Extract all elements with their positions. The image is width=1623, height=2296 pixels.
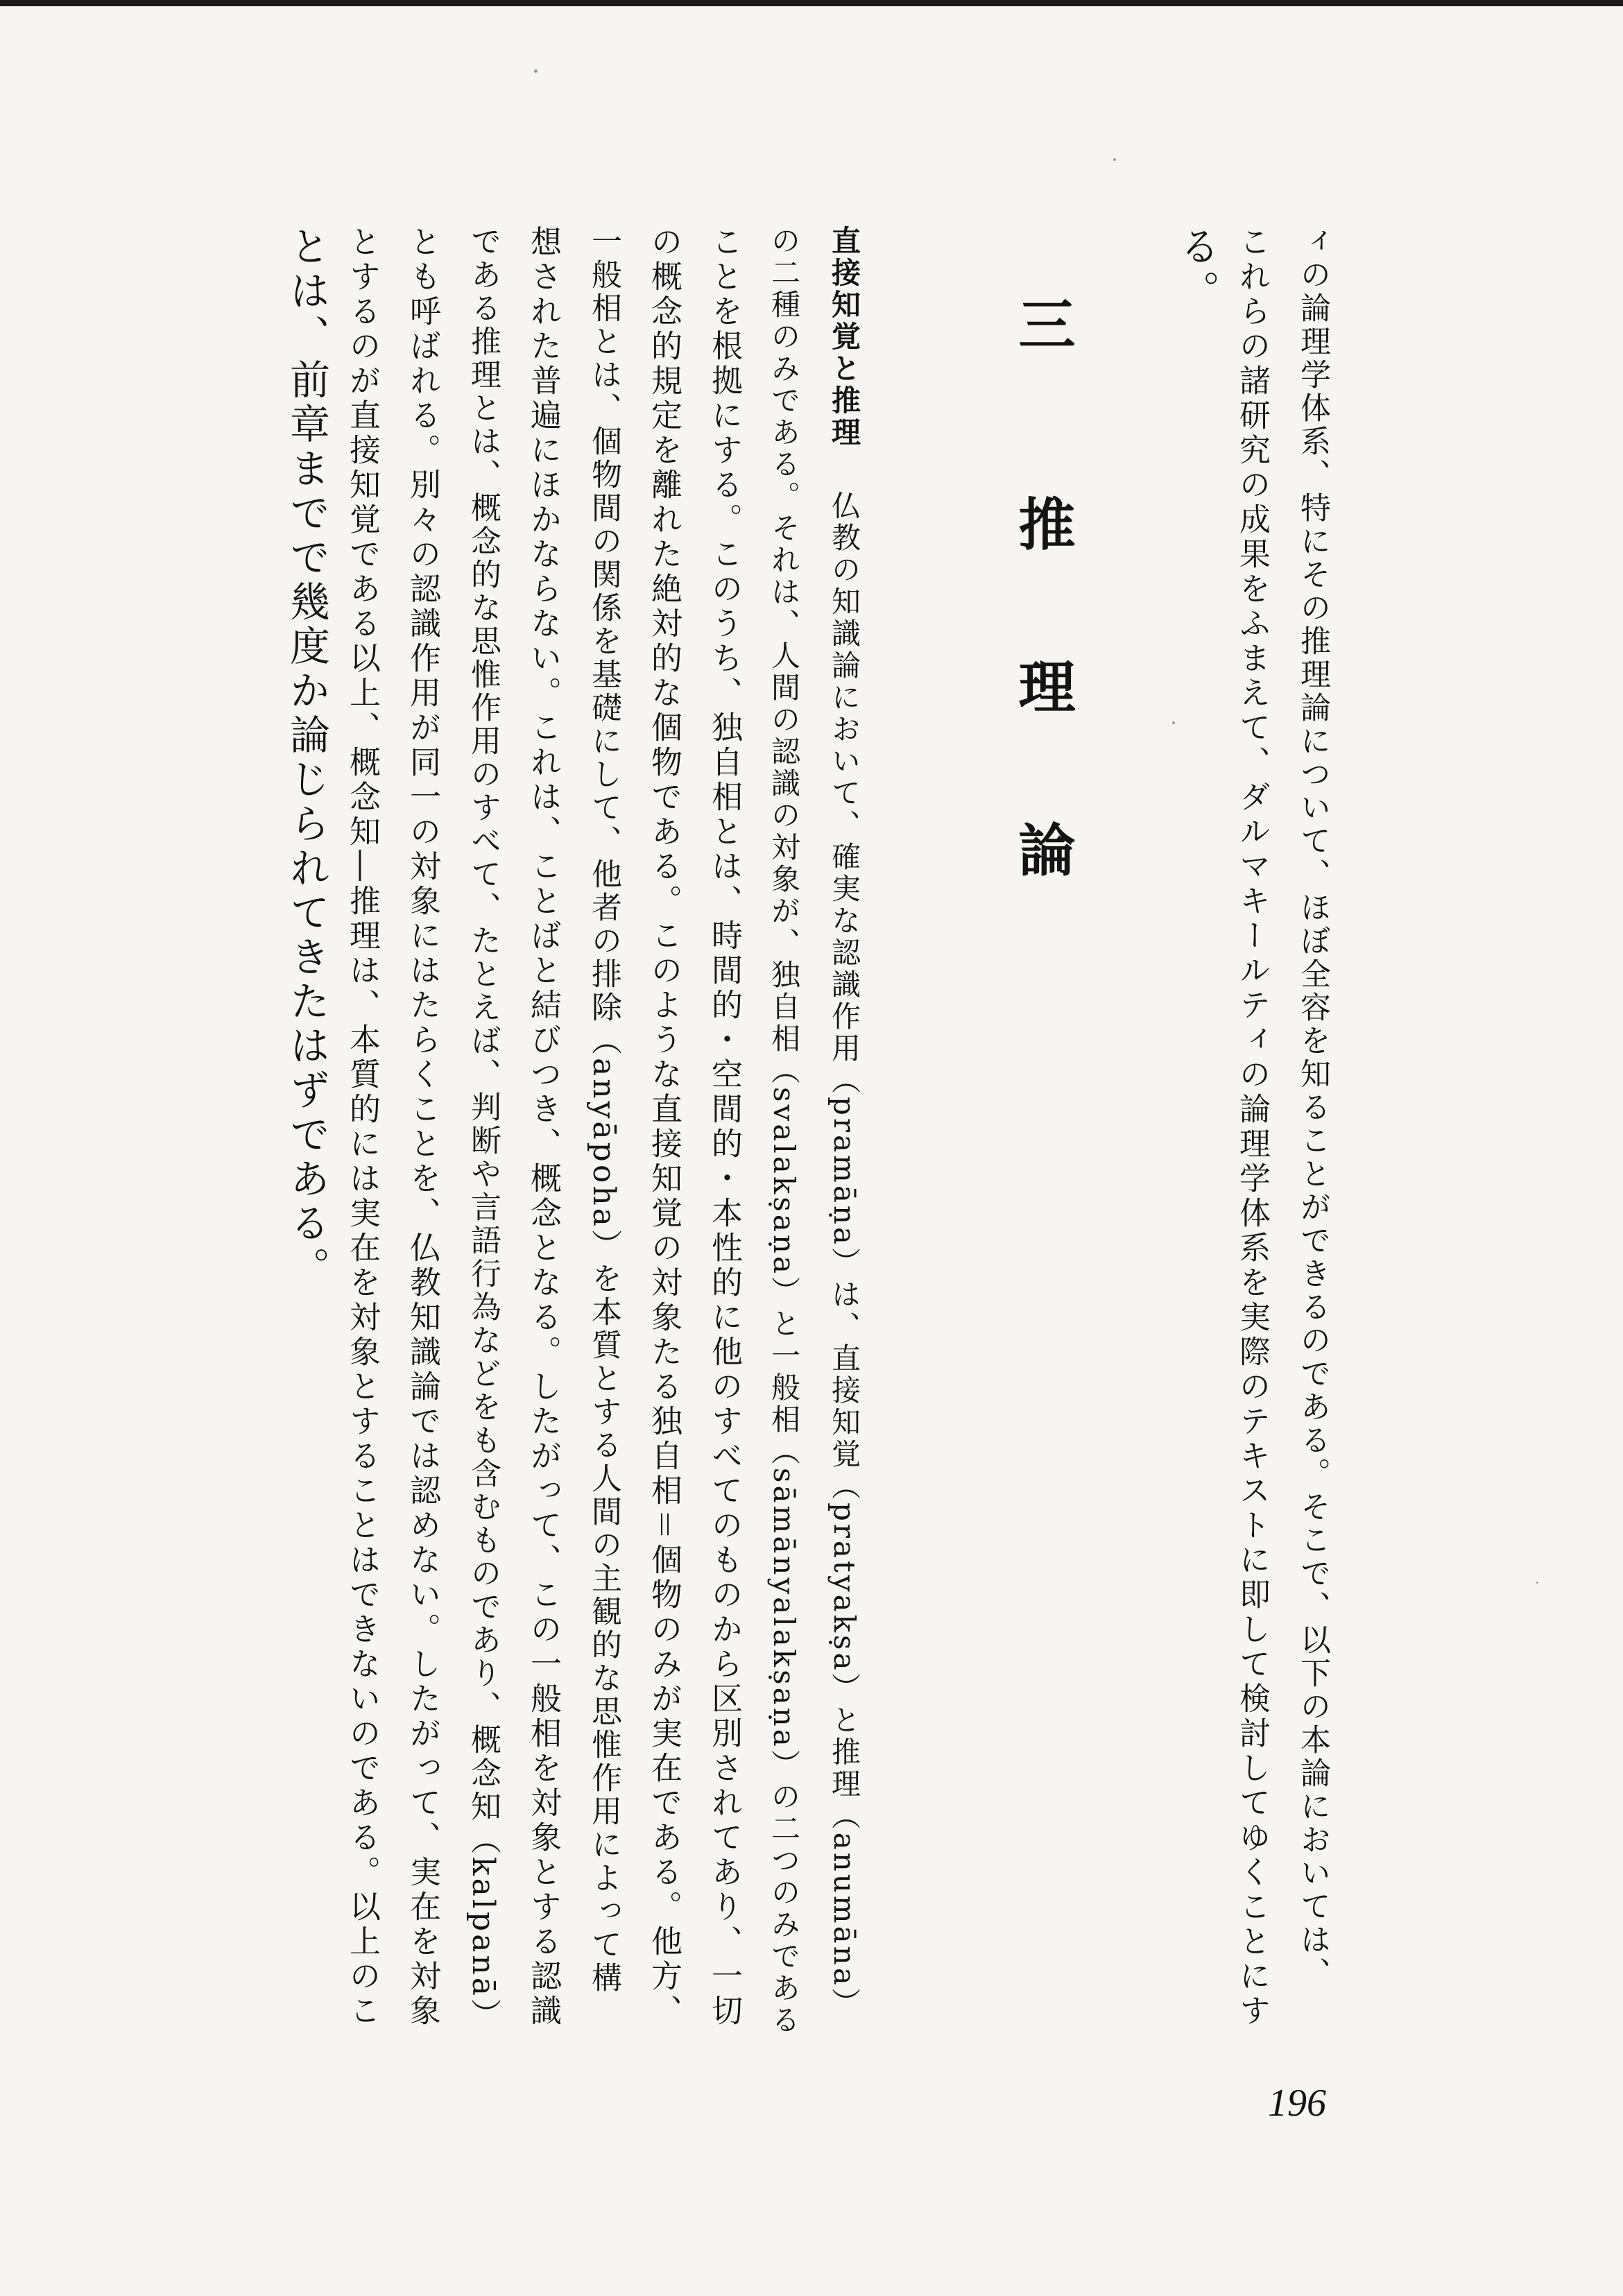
text-line: とも呼ばれる。別々の認識作用が同一の対象にはたらくことを、仏教知識論では認めない。したがって、実在を対象	[404, 225, 441, 2029]
scan-speck	[1113, 158, 1116, 161]
text-line: とは、前章までで幾度か論じられてきたはずである。	[283, 225, 330, 1291]
text-line: である推理とは、概念的な思惟作用のすべて、たとえば、判断や言語行為などをも含むものであり、概念知（kalpanā）	[465, 225, 501, 2032]
scan-speck	[1172, 721, 1175, 724]
text-line: の概念的規定を離れた絶対的な個物である。このような直接知覚の対象たる独自相＝個物のみが実在である。他方、	[646, 225, 682, 2029]
text-line	[827, 225, 861, 2020]
page-number: 196	[1268, 2082, 1326, 2125]
scan-speck	[1536, 1582, 1538, 1584]
section-heading: 三 推 理 論	[1009, 295, 1076, 920]
scan-top-edge	[0, 0, 1623, 6]
text-line: これらの諸研究の成果をふまえて、ダルマキールティの論理学体系を実際のテキストに即して検討してゆくことにす	[1234, 225, 1271, 2029]
text-line-content: 仏教の知識論において、確実な認識作用（pramāṇa）は、直接知覚（pratyakṣa）と推理（anumāna）	[827, 490, 861, 2020]
text-line: ことを根拠にする。このうち、独自相とは、時間的・空間的・本性的に他のすべてのものから区別されてあり、一切	[706, 225, 743, 2029]
text-line: 一般相とは、個物間の関係を基礎にして、他者の排除（anyāpoha）を本質とする人間の主観的な思惟作用によって構	[586, 225, 621, 1995]
text-line: とするのが直接知覚である以上、概念知―推理は、本質的には実在を対象とすることはできないのである。以上のこ	[344, 225, 381, 2029]
text-line: の二種のみである。それは、人間の認識の対象が、独自相（svalakṣaṇa）と一般相（sāmānyalakṣaṇa）の二つのみである	[767, 225, 801, 2037]
text-line: る。	[1173, 225, 1220, 314]
run-in-heading: 直接知覚と推理	[827, 225, 861, 449]
scan-speck	[534, 69, 538, 73]
text-line: 想された普遍にほかならない。これは、ことばと結びつき、概念となる。したがって、この一般相を対象とする認識	[525, 225, 562, 2029]
text-line: ィの論理学体系、特にその推理論について、ほぼ全容を知ることができるのである。そこで、以下の本論においては、	[1295, 225, 1330, 1990]
